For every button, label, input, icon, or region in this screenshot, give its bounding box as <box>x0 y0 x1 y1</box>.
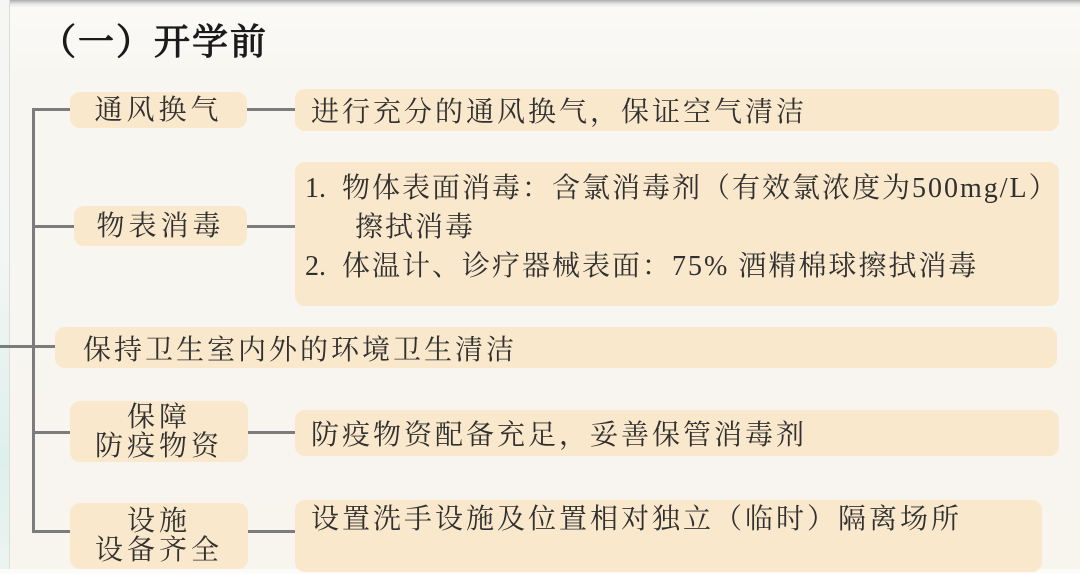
detail-box-ventilation <box>295 89 1059 131</box>
branch-line-1 <box>32 108 72 111</box>
tree-trunk-line <box>32 108 35 533</box>
list-item-1 <box>305 169 1047 247</box>
list-item-2 <box>305 247 1047 286</box>
detail-box-epidemic-supplies <box>295 410 1059 456</box>
node-label-line2: 防疫物资 <box>94 430 223 462</box>
node-label-line1: 保障 <box>126 401 191 433</box>
branch-line-2 <box>32 225 76 228</box>
item-number: 2. <box>305 251 326 282</box>
connector-line-5 <box>248 530 295 533</box>
connector-line-2 <box>247 225 295 228</box>
node-label: 保持卫生室内外的环境卫生清洁 <box>83 334 518 366</box>
detail-text: 防疫物资配备充足，妥善保管消毒剂 <box>311 420 808 451</box>
detail-box-facilities <box>295 500 1042 572</box>
detail-text: 进行充分的通风换气，保证空气清洁 <box>311 97 808 128</box>
slide-title: （一）开学前 <box>40 21 269 62</box>
top-edge-strip <box>0 0 1080 7</box>
node-box-facilities <box>70 503 248 569</box>
root-line <box>0 345 58 348</box>
item-text: 体温计、诊疗器械表面：75% 酒精棉球擦拭消毒 <box>342 251 979 282</box>
detail-box-surface-disinfection <box>295 162 1059 306</box>
node-label-line2: 设备齐全 <box>94 535 223 566</box>
branch-line-4 <box>32 431 72 434</box>
detail-text: 设置洗手设施及位置相对独立（临时）隔离场所 <box>311 504 963 535</box>
node-label: 通风换气 <box>94 94 223 126</box>
node-box-epidemic-supplies <box>70 401 248 462</box>
item-text: 物体表面消毒：含氯消毒剂（有效氯浓度为500mg/L）擦拭消毒 <box>342 173 1045 243</box>
node-box-ventilation <box>70 92 247 128</box>
branch-line-5 <box>32 530 72 533</box>
node-label: 物表消毒 <box>96 210 225 242</box>
connector-line-4 <box>248 431 295 434</box>
node-box-environment-clean <box>55 327 1057 368</box>
node-box-surface-disinfection <box>74 206 247 246</box>
node-label-line1: 设施 <box>126 506 191 537</box>
connector-line-1 <box>247 108 295 111</box>
item-number: 1. <box>305 173 326 204</box>
left-edge-strip <box>0 0 10 574</box>
